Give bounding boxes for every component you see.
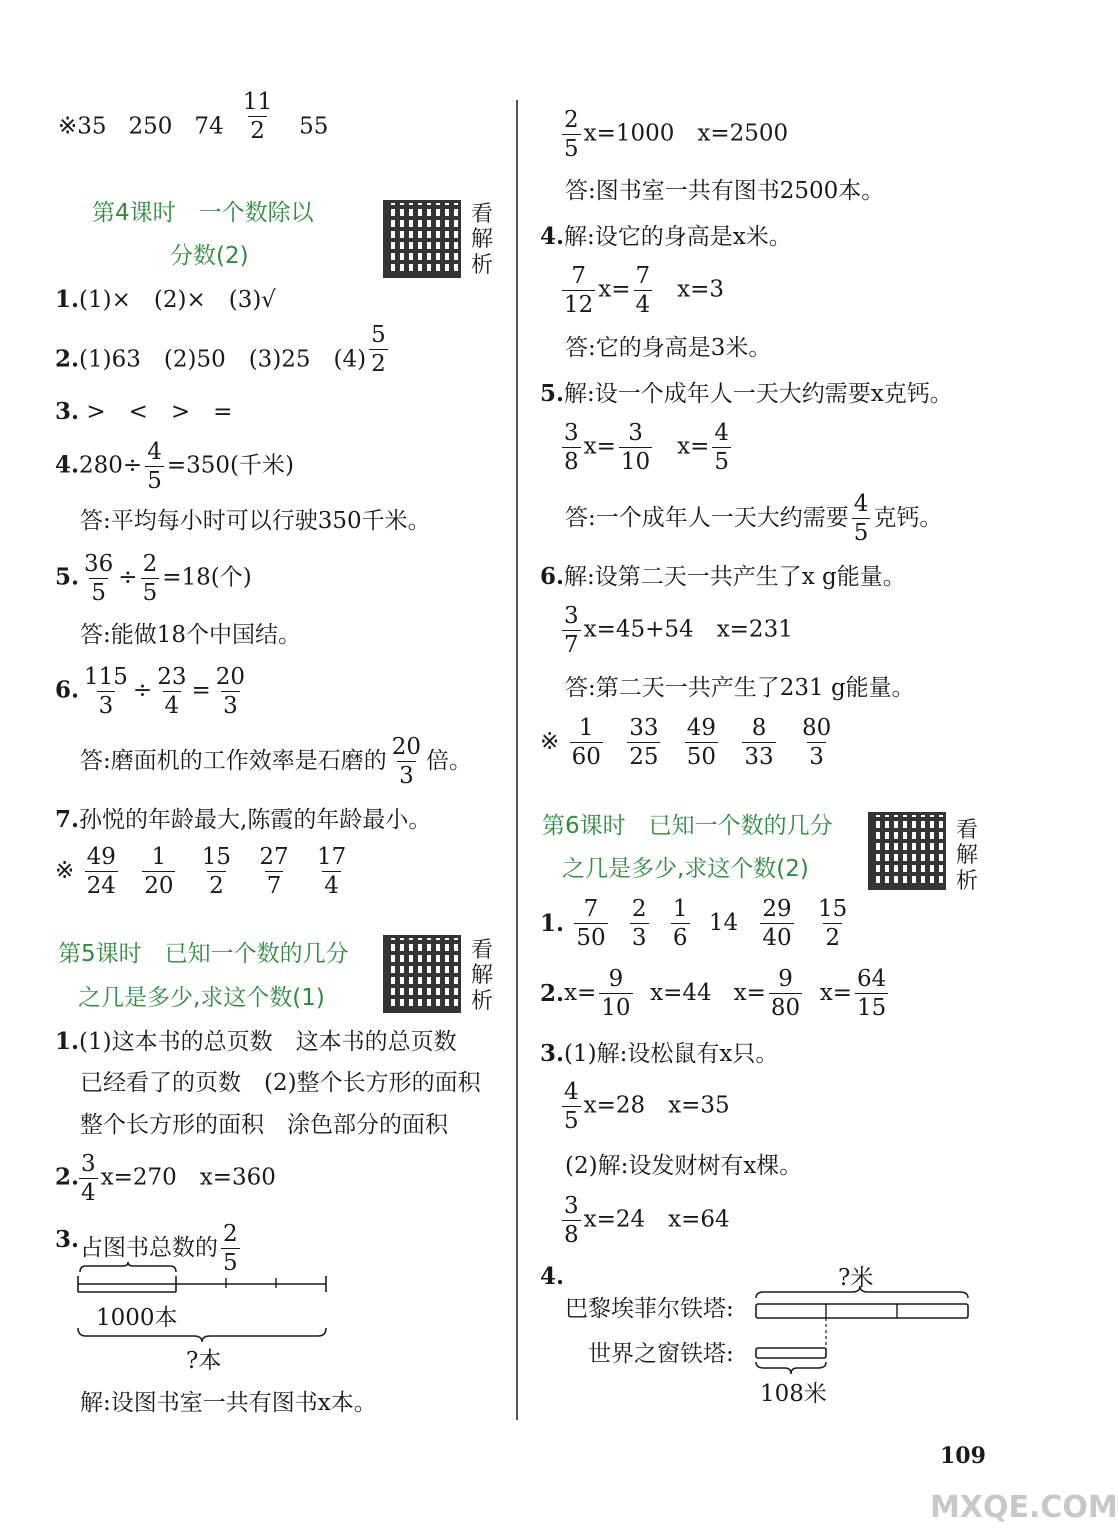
segment-label-108: 108米	[760, 1381, 827, 1407]
answer-5: 答:能做18个中国结。	[80, 622, 302, 648]
segment-label-1000: 1000本	[96, 1305, 178, 1331]
l6-question-3: 3.(1)解:设松鼠有x只。	[540, 1040, 779, 1067]
segment-label-total: ?本	[186, 1348, 222, 1374]
lesson5-subtitle: 之几是多少,求这个数(1)	[78, 985, 325, 1011]
lesson5-title: 第5课时 已知一个数的几分	[58, 941, 349, 967]
qr-code[interactable]	[383, 200, 461, 278]
qr-label: 看 解 析	[470, 938, 493, 1014]
r-question-6: 6.解:设第二天一共产生了x g能量。	[540, 563, 906, 590]
r-question-4-eq: $\frac{7}{12}$ x= $\frac{7}{4}$ x=3	[564, 263, 724, 319]
qr-label: 看 解 析	[470, 202, 493, 278]
watermark-logo: MXQE.COM	[930, 1490, 1118, 1525]
r-equation-1: $\frac{2}{5}$ x=1000 x=2500	[564, 107, 789, 163]
page-number: 109	[940, 1443, 986, 1469]
qr-code[interactable]	[383, 935, 461, 1013]
r-answer-1: 答:图书室一共有图书2500本。	[565, 178, 885, 204]
answer-4: 答:平均每小时可以行驶350千米。	[80, 508, 431, 534]
tower-total-label: ?米	[838, 1265, 874, 1291]
question-3: 3. > < > =	[55, 398, 233, 425]
question-6: 6. $\frac{115}{3}$ ÷ $\frac{23}{4}$ = $\frac{20}{3}$	[55, 664, 246, 720]
l5-question-3-num: 3.	[55, 1226, 80, 1253]
question-7: 7.孙悦的年龄最大,陈霞的年龄最小。	[55, 806, 432, 833]
l5-question-1-line2: 已经看了的页数 (2)整个长方形的面积	[80, 1070, 481, 1096]
l6-question-3-eq2: $\frac{3}{8}$ x=24 x=64	[564, 1193, 730, 1249]
r-question-5: 5.解:设一个成年人一天大约需要x克钙。	[540, 380, 953, 407]
l5-question-3-label: 占图书总数的 $\frac{2}{5}$	[80, 1221, 238, 1277]
segment-diagram-towers	[756, 1290, 972, 1370]
question-5: 5. $\frac{36}{5}$ ÷ $\frac{2}{5}$ =18(个)	[55, 551, 252, 607]
l5-question-1: 1.(1)这本书的总页数 这本书的总页数	[55, 1028, 457, 1055]
r-question-4: 4.解:设它的身高是x米。	[540, 223, 792, 250]
lesson6-title: 第6课时 已知一个数的几分	[542, 813, 833, 839]
r-answer-6: 答:第二天一共产生了231 g能量。	[565, 675, 915, 701]
r-question-6-eq: $\frac{3}{7}$ x=45+54 x=231	[564, 603, 793, 659]
l5-question-1-line3: 整个长方形的面积 涂色部分的面积	[80, 1112, 448, 1138]
window-tower-label: 世界之窗铁塔:	[588, 1341, 734, 1367]
answer-6: 答:磨面机的工作效率是石磨的 $\frac{20}{3}$ 倍。	[80, 734, 473, 790]
l6-question-3-eq1: $\frac{4}{5}$ x=28 x=35	[564, 1079, 730, 1135]
r-question-5-eq: $\frac{3}{8}$ x= $\frac{3}{10}$ x= $\frac{4}{5}$	[564, 420, 729, 476]
question-1: 1.(1)× (2)× (3)√	[55, 286, 276, 313]
r-answer-4: 答:它的身高是3米。	[565, 335, 772, 361]
star-fractions-right: ※ $\frac{1}{60}$ $\frac{33}{25}$ $\frac{49}{50}$ $\frac{8}{33}$ $\frac{80}{3}$	[540, 715, 832, 771]
column-divider	[516, 100, 518, 1420]
l6-question-3-part2: (2)解:设发财树有x棵。	[565, 1153, 803, 1179]
lesson4-subtitle: 分数(2)	[170, 243, 249, 269]
question-2: 2.(1)63 (2)50 (3)25 (4) $\frac{5}{2}$	[55, 322, 386, 378]
r-answer-5: 答:一个成年人一天大约需要 $\frac{4}{5}$ 克钙。	[565, 491, 943, 547]
star-fractions-left: ※ $\frac{49}{24}$ $\frac{1}{20}$ $\frac{15}{2}$ $\frac{27}{7}$ $\frac{17}{4}$	[55, 844, 347, 900]
qr-code[interactable]	[868, 812, 946, 890]
star-answer-line: ※35 250 74 $\frac{11}{2}$ 55	[58, 89, 329, 145]
eiffel-tower-label: 巴黎埃菲尔铁塔:	[565, 1296, 734, 1322]
question-4: 4.280÷ $\frac{4}{5}$ =350(千米)	[55, 439, 294, 495]
l6-question-4-num: 4.	[540, 1263, 565, 1290]
qr-label: 看 解 析	[955, 818, 978, 894]
lesson6-subtitle: 之几是多少,求这个数(2)	[562, 856, 809, 882]
l6-question-1: 1. $\frac{7}{50}$ $\frac{2}{3}$ $\frac{1}{6}$ 14 $\frac{29}{40}$ $\frac{15}{2}$	[540, 896, 848, 952]
l5-question-3-solution: 解:设图书室一共有图书x本。	[80, 1390, 377, 1416]
l6-question-2: 2.x= $\frac{9}{10}$ x=44 x= $\frac{9}{80}$ x= $\frac{64}{15}$	[540, 966, 887, 1022]
lesson4-title: 第4课时 一个数除以	[92, 200, 314, 226]
l5-question-2: 2. $\frac{3}{4}$ x=270 x=360	[55, 1151, 276, 1207]
